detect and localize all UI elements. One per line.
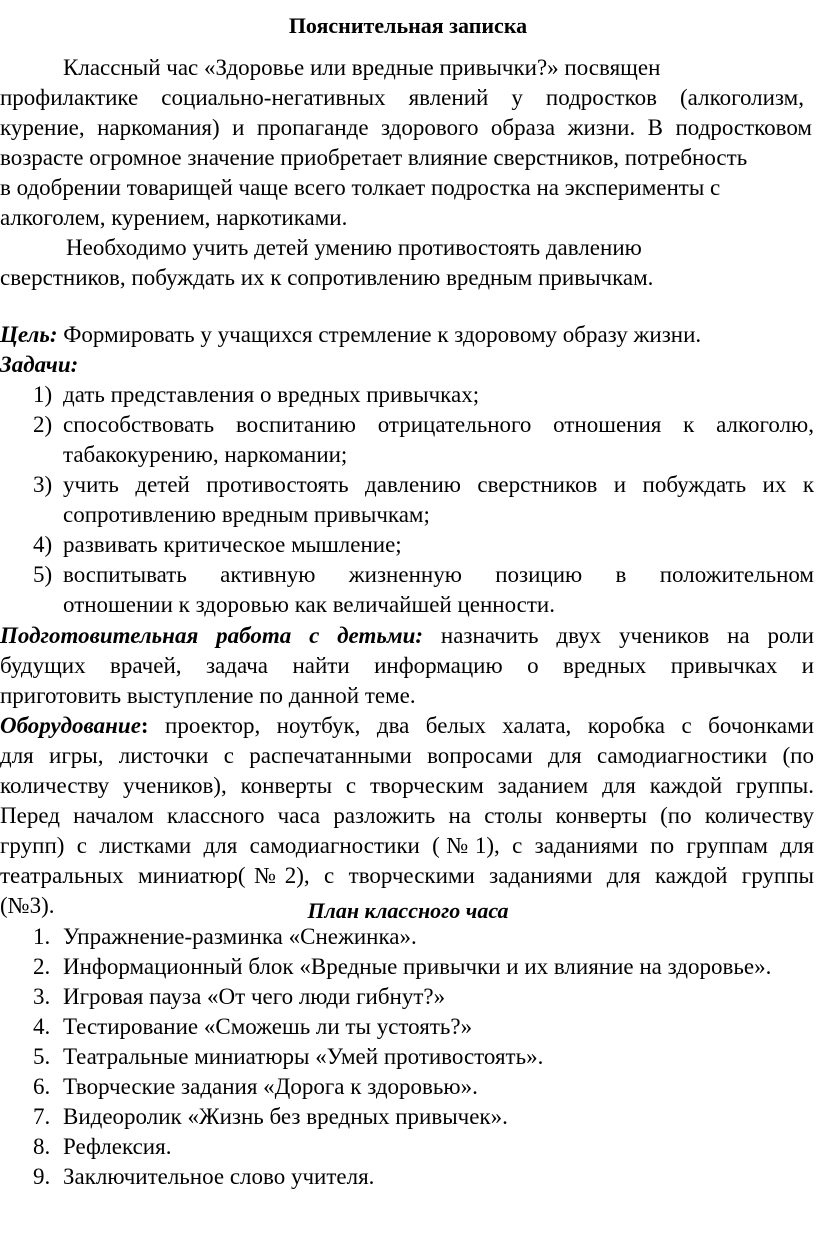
task-item: учить детей противостоять давлению сверстников и побуждать их к	[63, 472, 814, 497]
plan-number: 2.	[33, 954, 51, 979]
equipment-line: групп) с листками для самодиагностики (№1), с заданиями по группам для	[0, 833, 814, 858]
task-item-continued: отношении к здоровью как величайшей ценности.	[63, 592, 555, 617]
task-number: 4)	[33, 532, 53, 557]
equipment-line: (№3).	[0, 893, 55, 918]
plan-number: 8.	[33, 1134, 51, 1159]
plan-title: План классного часа	[307, 898, 509, 923]
task-number: 1)	[33, 382, 53, 407]
tasks-label: Задачи:	[0, 352, 79, 377]
plan-number: 1.	[33, 924, 51, 949]
task-item: развивать критическое мышление;	[63, 532, 402, 557]
plan-item: Заключительное слово учителя.	[63, 1164, 375, 1189]
equipment-line: Перед началом классного часа разложить на столы конверты (по количеству	[0, 803, 814, 828]
prep-line: приготовить выступление по данной теме.	[0, 683, 416, 708]
equipment-colon: :	[140, 713, 149, 738]
intro-line: сверстников, побуждать их к сопротивлению вредным привычкам.	[0, 265, 654, 290]
equipment-label: Оборудование	[0, 713, 141, 738]
plan-item: Тестирование «Сможешь ли ты устоять?»	[63, 1014, 473, 1039]
plan-number: 5.	[33, 1044, 51, 1069]
plan-item: Рефлексия.	[63, 1134, 172, 1159]
plan-item: Упражнение-разминка «Снежинка».	[63, 924, 417, 949]
plan-number: 6.	[33, 1074, 51, 1099]
plan-number: 9.	[33, 1164, 51, 1189]
plan-item: Театральные миниатюры «Умей противостоять».	[63, 1044, 544, 1069]
intro-line: курение, наркомания) и пропаганде здорового образа жизни. В подростковом	[0, 115, 812, 140]
task-number: 3)	[33, 472, 53, 497]
goal-text: Формировать у учащихся стремление к здоровому образу жизни.	[57, 322, 702, 347]
document-title: Пояснительная записка	[288, 13, 528, 38]
plan-number: 4.	[33, 1014, 51, 1039]
task-item-continued: табакокурению, наркомании;	[63, 442, 348, 467]
task-item: воспитывать активную жизненную позицию в положительном	[63, 562, 814, 587]
intro-line: возрасте огромное значение приобретает влияние сверстников, потребность	[0, 145, 748, 170]
plan-item: Информационный блок «Вредные привычки и их влияние на здоровье».	[63, 954, 772, 979]
plan-item: Творческие задания «Дорога к здоровью».	[63, 1074, 478, 1099]
task-item: дать представления о вредных привычках;	[63, 382, 480, 407]
equipment-text: проектор, ноутбук, два белых халата, коробка с бочонками	[148, 713, 814, 738]
task-number: 5)	[33, 562, 53, 587]
task-number: 2)	[33, 412, 53, 437]
prep-text: назначить двух учеников на роли	[423, 623, 814, 648]
intro-line: в одобрении товарищей чаще всего толкает подростка на эксперименты с	[0, 175, 721, 200]
plan-number: 7.	[33, 1104, 51, 1129]
intro-line: профилактике социально-негативных явлений у подростков (алкоголизм,	[0, 85, 804, 110]
prep-label: Подготовительная работа с детьми:	[0, 623, 424, 648]
equipment-line: театральных миниатюр(№2), с творческими заданиями для каждой группы	[0, 863, 814, 888]
equipment-line: для игры, листочки с распечатанными вопросами для самодиагностики (по	[0, 743, 814, 768]
prep-line: будущих врачей, задача найти информацию о вредных привычках и	[0, 653, 814, 678]
intro-line: Необходимо учить детей умению противостоять давлению	[66, 235, 642, 260]
intro-line: алкоголем, курением, наркотиками.	[0, 205, 348, 230]
goal-label: Цель:	[0, 322, 58, 347]
task-item: способствовать воспитанию отрицательного отношения к алкоголю,	[63, 412, 814, 437]
plan-number: 3.	[33, 984, 51, 1009]
equipment-line: количеству учеников), конверты с творческим заданием для каждой группы.	[0, 773, 814, 798]
task-item-continued: сопротивлению вредным привычкам;	[63, 502, 430, 527]
plan-item: Игровая пауза «От чего люди гибнут?»	[63, 984, 446, 1009]
intro-line: Классный час «Здоровье или вредные привычки?» посвящен	[63, 55, 661, 80]
goal-line	[0, 320, 701, 350]
plan-item: Видеоролик «Жизнь без вредных привычек».	[63, 1104, 508, 1129]
prep-line	[0, 621, 814, 651]
equipment-line	[0, 711, 814, 741]
